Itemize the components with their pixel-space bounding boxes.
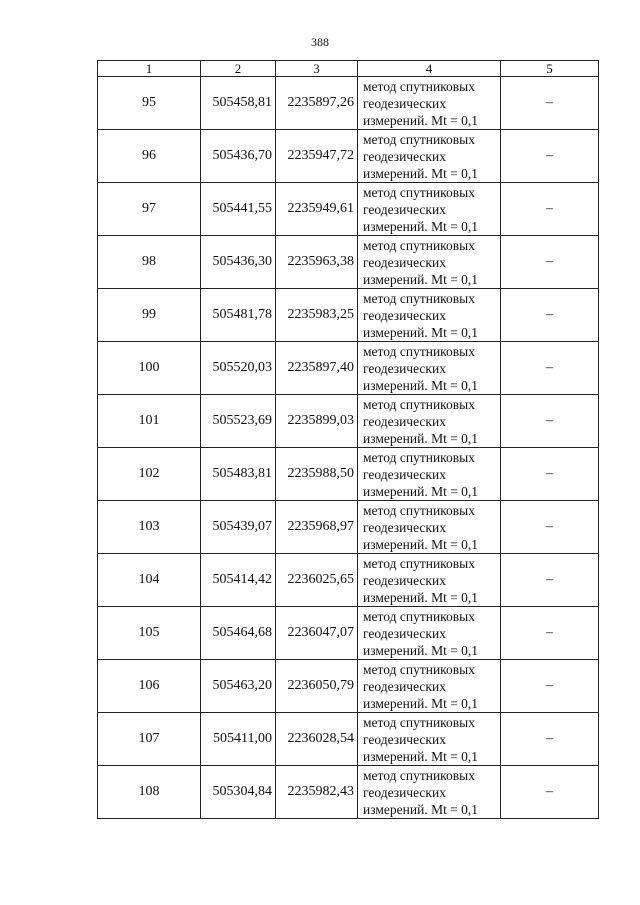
table-row xyxy=(98,766,599,819)
x-coordinate-cell: 505436,70 xyxy=(201,130,276,183)
table-row xyxy=(98,713,599,766)
column-5-cell: – xyxy=(501,660,599,713)
point-number-cell: 95 xyxy=(98,77,201,130)
table-row xyxy=(98,183,599,236)
x-coordinate-cell: 505464,68 xyxy=(201,607,276,660)
method-cell xyxy=(358,607,501,660)
point-number-cell: 96 xyxy=(98,130,201,183)
method-text-line: измерений. Mt = 0,1 xyxy=(363,748,479,764)
column-5-cell: – xyxy=(501,766,599,819)
method-cell xyxy=(358,289,501,342)
point-number-cell: 106 xyxy=(98,660,201,713)
table-row xyxy=(98,607,599,660)
method-text-line: геодезических xyxy=(363,201,446,217)
method-text-line: измерений. Mt = 0,1 xyxy=(363,271,479,287)
method-text-line: измерений. Mt = 0,1 xyxy=(363,218,479,234)
table-row xyxy=(98,342,599,395)
method-text-line: измерений. Mt = 0,1 xyxy=(363,483,479,499)
y-coordinate-cell: 2235983,25 xyxy=(276,289,358,342)
y-coordinate-cell: 2236047,07 xyxy=(276,607,358,660)
method-cell xyxy=(358,236,501,289)
point-number-cell: 101 xyxy=(98,395,201,448)
method-text-line: метод спутниковых xyxy=(363,502,475,518)
x-coordinate-cell: 505463,20 xyxy=(201,660,276,713)
y-coordinate-cell: 2235949,61 xyxy=(276,183,358,236)
method-cell xyxy=(358,342,501,395)
column-5-cell: – xyxy=(501,607,599,660)
method-text-line: геодезических xyxy=(363,519,446,535)
method-text-line: геодезических xyxy=(363,148,446,164)
method-cell xyxy=(358,130,501,183)
method-text-line: метод спутниковых xyxy=(363,78,475,94)
y-coordinate-cell: 2235982,43 xyxy=(276,766,358,819)
method-text-line: геодезических xyxy=(363,360,446,376)
method-text-line: измерений. Mt = 0,1 xyxy=(363,165,479,181)
y-coordinate-cell: 2236028,54 xyxy=(276,713,358,766)
point-number-cell: 105 xyxy=(98,607,201,660)
x-coordinate-cell: 505439,07 xyxy=(201,501,276,554)
method-text-line: геодезических xyxy=(363,307,446,323)
point-number-cell: 99 xyxy=(98,289,201,342)
method-cell xyxy=(358,395,501,448)
x-coordinate-cell: 505441,55 xyxy=(201,183,276,236)
table-body xyxy=(98,77,599,819)
y-coordinate-cell: 2235897,26 xyxy=(276,77,358,130)
method-text-line: метод спутниковых xyxy=(363,661,475,677)
table-row xyxy=(98,448,599,501)
method-text-line: измерений. Mt = 0,1 xyxy=(363,536,479,552)
method-text-line: геодезических xyxy=(363,731,446,747)
column-5-cell: – xyxy=(501,395,599,448)
method-cell xyxy=(358,448,501,501)
column-5-cell: – xyxy=(501,501,599,554)
method-text-line: геодезических xyxy=(363,678,446,694)
column-5-cell: – xyxy=(501,289,599,342)
point-number-cell: 108 xyxy=(98,766,201,819)
method-text-line: геодезических xyxy=(363,95,446,111)
x-coordinate-cell: 505483,81 xyxy=(201,448,276,501)
method-text-line: метод спутниковых xyxy=(363,396,475,412)
method-text-line: измерений. Mt = 0,1 xyxy=(363,801,479,817)
point-number-cell: 98 xyxy=(98,236,201,289)
column-5-cell: – xyxy=(501,342,599,395)
method-cell xyxy=(358,660,501,713)
column-header-1: 1 xyxy=(98,61,201,77)
column-5-cell: – xyxy=(501,77,599,130)
method-cell xyxy=(358,554,501,607)
point-number-cell: 104 xyxy=(98,554,201,607)
y-coordinate-cell: 2236025,65 xyxy=(276,554,358,607)
column-header-2: 2 xyxy=(201,61,276,77)
y-coordinate-cell: 2235899,03 xyxy=(276,395,358,448)
x-coordinate-cell: 505481,78 xyxy=(201,289,276,342)
y-coordinate-cell: 2235988,50 xyxy=(276,448,358,501)
column-5-cell: – xyxy=(501,183,599,236)
method-cell xyxy=(358,713,501,766)
y-coordinate-cell: 2235968,97 xyxy=(276,501,358,554)
page-number: 388 xyxy=(311,35,329,49)
method-text-line: измерений. Mt = 0,1 xyxy=(363,695,479,711)
method-text-line: измерений. Mt = 0,1 xyxy=(363,642,479,658)
method-text-line: метод спутниковых xyxy=(363,767,475,783)
method-text-line: геодезических xyxy=(363,625,446,641)
x-coordinate-cell: 505411,00 xyxy=(201,713,276,766)
column-5-cell: – xyxy=(501,448,599,501)
method-cell xyxy=(358,766,501,819)
table-row xyxy=(98,236,599,289)
x-coordinate-cell: 505520,03 xyxy=(201,342,276,395)
table-row xyxy=(98,77,599,130)
coordinates-table xyxy=(97,60,599,819)
table-row xyxy=(98,395,599,448)
table-row xyxy=(98,289,599,342)
column-header-3: 3 xyxy=(276,61,358,77)
column-5-cell: – xyxy=(501,236,599,289)
method-text-line: метод спутниковых xyxy=(363,237,475,253)
x-coordinate-cell: 505523,69 xyxy=(201,395,276,448)
method-text-line: измерений. Mt = 0,1 xyxy=(363,430,479,446)
column-header-4: 4 xyxy=(358,61,501,77)
x-coordinate-cell: 505436,30 xyxy=(201,236,276,289)
method-text-line: измерений. Mt = 0,1 xyxy=(363,377,479,393)
method-cell xyxy=(358,77,501,130)
x-coordinate-cell: 505304,84 xyxy=(201,766,276,819)
method-text-line: метод спутниковых xyxy=(363,449,475,465)
method-text-line: метод спутниковых xyxy=(363,555,475,571)
point-number-cell: 100 xyxy=(98,342,201,395)
column-5-cell: – xyxy=(501,554,599,607)
x-coordinate-cell: 505458,81 xyxy=(201,77,276,130)
column-header-5: 5 xyxy=(501,61,599,77)
table-row xyxy=(98,130,599,183)
y-coordinate-cell: 2235963,38 xyxy=(276,236,358,289)
table-row xyxy=(98,501,599,554)
column-5-cell: – xyxy=(501,130,599,183)
y-coordinate-cell: 2236050,79 xyxy=(276,660,358,713)
method-text-line: метод спутниковых xyxy=(363,184,475,200)
method-text-line: метод спутниковых xyxy=(363,343,475,359)
point-number-cell: 107 xyxy=(98,713,201,766)
method-text-line: измерений. Mt = 0,1 xyxy=(363,324,479,340)
y-coordinate-cell: 2235897,40 xyxy=(276,342,358,395)
method-cell xyxy=(358,183,501,236)
method-text-line: измерений. Mt = 0,1 xyxy=(363,589,479,605)
method-cell xyxy=(358,501,501,554)
table-header-row xyxy=(98,61,599,77)
method-text-line: геодезических xyxy=(363,413,446,429)
x-coordinate-cell: 505414,42 xyxy=(201,554,276,607)
method-text-line: метод спутниковых xyxy=(363,714,475,730)
column-5-cell: – xyxy=(501,713,599,766)
method-text-line: геодезических xyxy=(363,466,446,482)
method-text-line: измерений. Mt = 0,1 xyxy=(363,112,479,128)
method-text-line: геодезических xyxy=(363,784,446,800)
point-number-cell: 103 xyxy=(98,501,201,554)
y-coordinate-cell: 2235947,72 xyxy=(276,130,358,183)
method-text-line: метод спутниковых xyxy=(363,608,475,624)
table-row xyxy=(98,554,599,607)
method-text-line: геодезических xyxy=(363,254,446,270)
method-text-line: метод спутниковых xyxy=(363,131,475,147)
point-number-cell: 102 xyxy=(98,448,201,501)
point-number-cell: 97 xyxy=(98,183,201,236)
method-text-line: метод спутниковых xyxy=(363,290,475,306)
table-row xyxy=(98,660,599,713)
method-text-line: геодезических xyxy=(363,572,446,588)
